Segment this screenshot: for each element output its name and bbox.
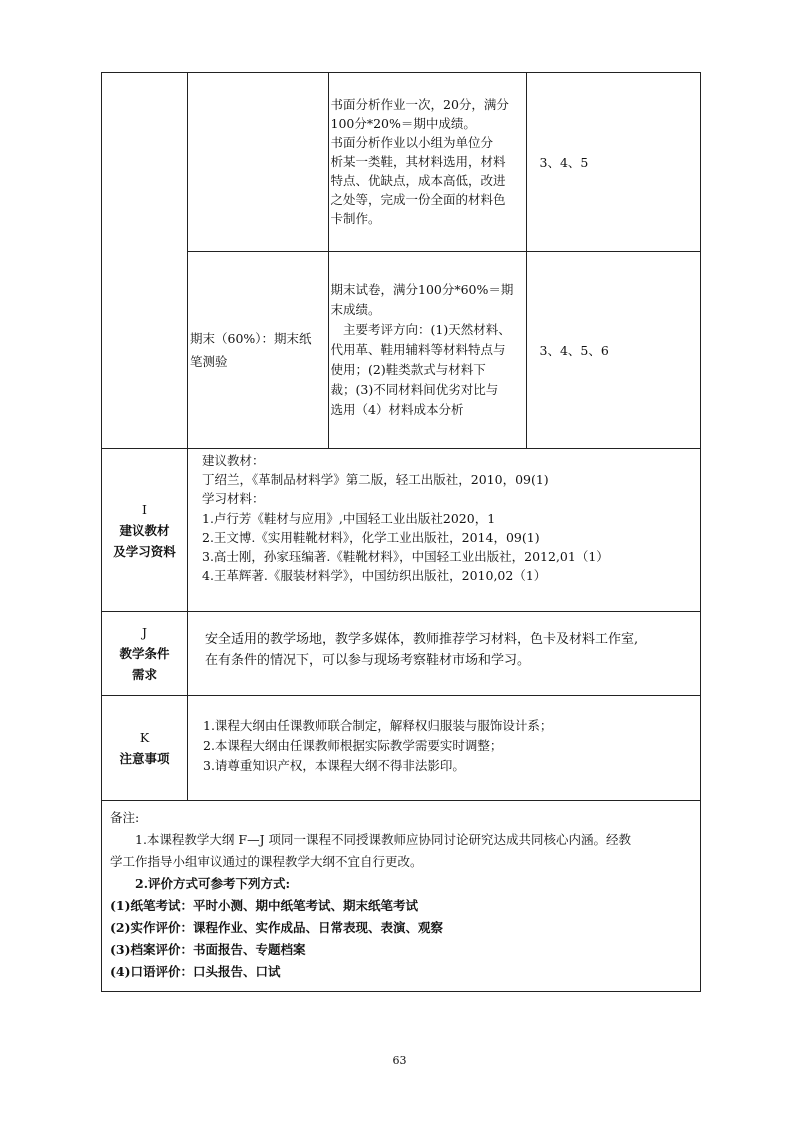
section-j-label: J 教学条件 需求 [119, 625, 170, 682]
remarks-para1-line2: 学工作指导小组审议通过的课程教学大纲不宜自行更改。 [110, 854, 423, 869]
assessment-row-final [188, 251, 701, 448]
section-i-label-cell [102, 449, 188, 612]
section-k-row [102, 696, 701, 801]
final-method-cell [188, 251, 328, 448]
remarks-eval-3: (3)档案评价：书面报告、专题档案 [110, 942, 306, 957]
remarks [102, 801, 700, 991]
section-j-label-cell [102, 612, 188, 696]
remarks-eval-heading: 2.评价方式可参考下列方式: [110, 876, 291, 891]
section-k-label: K 注意事项 [119, 730, 170, 766]
remarks-para1-line1: 1.本课程教学大纲 F—J 项同一课程不同授课教师应协同讨论研究达成共同核心内涵。经教 [110, 832, 632, 847]
section-j-row [102, 612, 701, 696]
midterm-content-cell [328, 73, 526, 251]
remarks-heading: 备注: [110, 810, 140, 825]
remarks-cell [102, 801, 701, 992]
page-number: 63 [392, 1054, 407, 1067]
section-k-label-cell [102, 696, 188, 801]
remarks-row [102, 801, 701, 992]
section-k-content-cell [188, 696, 701, 801]
section-j-content: 安全适用的教学场地，教学多媒体，教师推荐学习材料，色卡及材料工作室, 在有条件的情况下，可以参与现场考察鞋材市场和学习。 [205, 632, 639, 668]
section-i-content: 建议教材： 丁绍兰，《革制品材料学》第二版，轻工出版社，2010，09(1) 学习材料： 1.卢行芳《鞋材与应用》,中国轻工业出版社2020，1 2.王文博.《实用鞋靴材料》，化学工业出版社，2014，09(1) 3.高士刚，孙家珏编著.《鞋靴材料》，中国轻工业出版社，2012,01（1） 4.王革辉著.《服装材料学》，中国纺织出版社，2010,02（1） [202, 453, 609, 584]
final-goals-cell [526, 251, 701, 448]
assessment-left-blank-cell [102, 73, 188, 449]
assessment-subtable [188, 73, 701, 448]
course-syllabus-table [101, 72, 701, 992]
section-j-content-cell [188, 612, 701, 696]
midterm-content: 书面分析作业一次，20分，满分 100分*20%＝期中成绩。 书面分析作业以小组为单位分 析某一类鞋，其材料选用，材料 特点、优缺点，成本高低，改进 之处等，完成一份全面的材料色 卡制作。 [330, 97, 509, 227]
section-i-content-cell [188, 449, 701, 612]
section-i-row [102, 449, 701, 612]
section-k-content: 1.课程大纲由任课教师联合制定，解释权归服装与服饰设计系； 2.本课程大纲由任课教师根据实际教学需要实时调整； 3.请尊重知识产权，本课程大纲不得非法影印。 [203, 718, 553, 773]
final-goals: 3、4、5、6 [539, 342, 609, 358]
final-method: 期末（60%）：期末纸 笔测验 [190, 330, 312, 369]
remarks-eval-4: (4)口语评价：口头报告、口试 [110, 964, 281, 979]
midterm-goals: 3、4、5 [539, 154, 589, 170]
remarks-eval-1: (1)纸笔考试：平时小测、期中纸笔考试、期末纸笔考试 [110, 898, 419, 913]
final-content: 期末试卷，满分100分*60%＝期 末成绩。 主要考评方向：(1)天然材料、 代用革、鞋用辅料等材料特点与 使用；(2)鞋类款式与材料下 裁；(3)不同材料间优劣对比与 选用（4）材料成本分析 [330, 281, 514, 417]
assessment-row-midterm [188, 73, 701, 251]
midterm-method-cell [188, 73, 328, 251]
remarks-eval-2: (2)实作评价：课程作业、实作成品、日常表现、表演、观察 [110, 920, 444, 935]
midterm-goals-cell [526, 73, 701, 251]
final-content-cell [328, 251, 526, 448]
section-i-label: I 建议教材 及学习资料 [113, 501, 176, 559]
